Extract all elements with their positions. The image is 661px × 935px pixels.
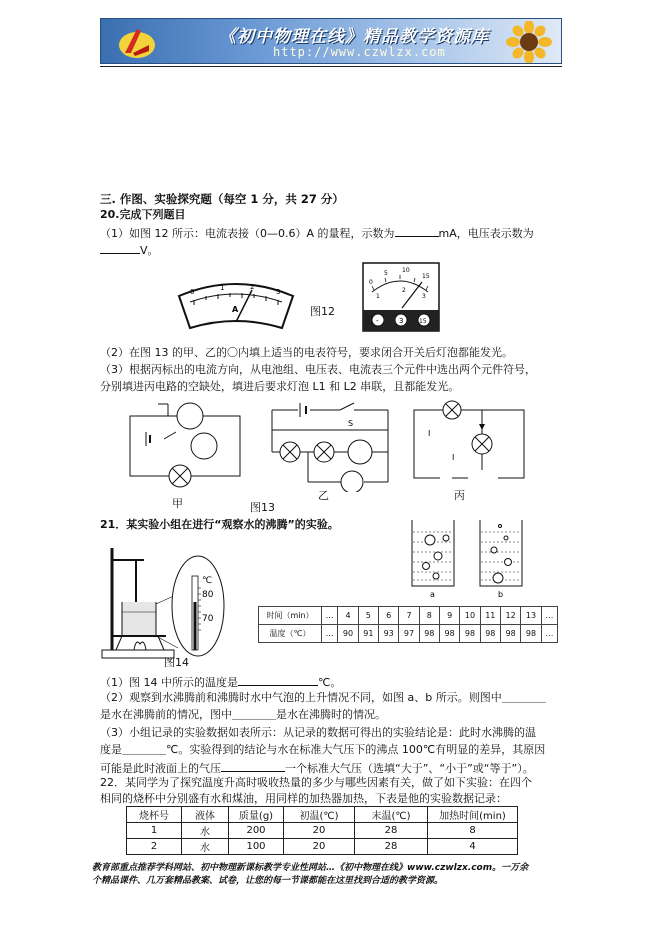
q21-part1 (100, 674, 341, 690)
q21-part3-line2: 度是＿＿＿＿℃。实验得到的结论与水在标准大气压下的沸点 100℃有明显的差异，其原因 (100, 743, 546, 756)
table-cell: 水 (182, 823, 229, 839)
table-cell: 28 (355, 823, 428, 839)
answer-blank[interactable] (238, 674, 318, 686)
header-url[interactable]: http://www.czwlzx.com (273, 45, 446, 59)
q20-part1-unit: mA，电压表示数为 (438, 227, 534, 240)
beaker-label-b: b (498, 590, 504, 598)
observation-table (258, 606, 558, 643)
table-cell: 200 (229, 823, 284, 839)
q20-part2: （2）在图 13 的甲、乙的〇内填上适当的电表符号，要求闭合开关后灯泡都能发光。 (100, 346, 513, 359)
footer-line1: 教育部重点推荐学科网站、初中物理新课标教学专业性网站…《初中物理在线》www.czwlzx.com。一万余 (92, 863, 529, 873)
thermometer-unit: ℃ (202, 576, 213, 586)
table-cell: … (541, 625, 557, 643)
table-cell: 4 (428, 839, 518, 855)
table-cell: … (541, 607, 557, 625)
table-cell: 90 (338, 625, 358, 643)
table-cell: 10 (460, 607, 480, 625)
fig12-label: 图12 (310, 305, 335, 318)
table-header: 烧杯号 (127, 807, 182, 823)
footer (92, 862, 572, 888)
table-header: 质量(g) (229, 807, 284, 823)
q20-part1-text: （1）如图 12 所示：电流表接（0—0.6）A 的量程，示数为 (100, 227, 395, 240)
section-title: 三. 作图、实验探究题（每空 1 分，共 27 分） (100, 192, 344, 206)
table-cell: 8 (419, 607, 439, 625)
circuit-jia (128, 400, 246, 488)
voltmeter-terminal-neg: - (376, 317, 379, 325)
table-cell: 11 (480, 607, 500, 625)
ammeter-tick-0: 0 (190, 288, 195, 296)
answer-blank[interactable] (221, 760, 285, 772)
ammeter-tick-1: 1 (220, 284, 225, 292)
table-cell: 98 (480, 625, 500, 643)
q22-data-table (126, 806, 518, 855)
circuit-bing (412, 400, 528, 488)
voltmeter-tick-15: 15 (422, 273, 430, 280)
table-cell: 91 (358, 625, 378, 643)
current-label-2: I (452, 453, 455, 462)
current-label-1: I (428, 429, 431, 438)
table-header: 液体 (182, 807, 229, 823)
table-cell: 98 (419, 625, 439, 643)
q21-part3-line3 (100, 760, 534, 776)
table-header-time: 时间（min） (259, 607, 322, 625)
q22-line1: 22．某同学为了探究温度升高时吸收热量的多少与哪些因素有关，做了如下实验：在四个 (100, 776, 532, 789)
table-cell: 4 (338, 607, 358, 625)
table-cell: 7 (399, 607, 419, 625)
circuit-label-yi: 乙 (318, 489, 329, 502)
voltmeter-tick-10: 10 (402, 267, 410, 274)
table-cell: 98 (460, 625, 480, 643)
q20-part3-line2: 分别填进丙电路的空缺处，填进后要求灯泡 L1 和 L2 串联，且都能发光。 (100, 380, 460, 393)
fig13-label: 图13 (250, 501, 275, 514)
table-header-temp: 温度（℃） (259, 625, 322, 643)
table-row (127, 823, 518, 839)
circuit-yi (268, 400, 392, 492)
ammeter-tick-2: 2 (250, 283, 255, 291)
q21-part3-option: 一个标准大气压（选填“大于”、“小于”或“等于”）。 (285, 762, 534, 775)
q21-part2-line2: 是水在沸腾前的情况，图中＿＿＿＿是水在沸腾时的情况。 (100, 708, 386, 721)
table-cell: 1 (127, 823, 182, 839)
voltmeter-inner-tick-1: 1 (376, 293, 380, 300)
answer-blank[interactable] (100, 242, 140, 254)
voltmeter-terminal-3: 3 (399, 317, 404, 325)
q21-part1-unit: ℃。 (318, 676, 342, 689)
sunflower-image (499, 21, 555, 63)
voltmeter-inner-tick-3: 3 (422, 293, 426, 300)
beakers-ab (408, 518, 538, 598)
q21-part2-line1: （2）观察到水沸腾前和沸腾时水中气泡的上升情况不同，如图 a、b 所示。则图中＿＿＿＿ (100, 691, 546, 704)
fig14-label: 图14 (164, 656, 189, 669)
ammeter-tick-3: 3 (276, 288, 281, 296)
q21-part3-text: 可能是此时液面上的气压 (100, 762, 221, 775)
table-cell: 6 (379, 607, 399, 625)
header-rule (100, 66, 562, 67)
table-cell: 水 (182, 839, 229, 855)
q21-part1-text: （1）图 14 中所示的温度是 (100, 676, 238, 689)
table-row (259, 607, 558, 625)
table-cell: 20 (284, 839, 355, 855)
table-row (259, 625, 558, 643)
table-cell: 97 (399, 625, 419, 643)
table-header: 初温(℃) (284, 807, 355, 823)
table-cell: 98 (439, 625, 459, 643)
table-row (127, 839, 518, 855)
site-logo (115, 23, 159, 61)
q20-part3-line1: （3）根据丙标出的电流方向，从电池组、电压表、电流表三个元件中选出两个元件符号， (100, 363, 536, 376)
q20-part1-unit2: V。 (140, 244, 159, 257)
table-cell: 28 (355, 839, 428, 855)
q21-part3-line1: （3）小组记录的实验数据如表所示：从记录的数据可得出的实验结论是：此时水沸腾的温 (100, 726, 536, 739)
ammeter-figure (176, 278, 296, 330)
header-banner (100, 18, 562, 64)
circuit-label-bing: 丙 (454, 489, 465, 502)
ammeter-letter: A (232, 305, 239, 314)
table-cell: … (322, 625, 338, 643)
table-cell: 98 (521, 625, 541, 643)
answer-blank[interactable] (395, 225, 439, 237)
table-cell: 20 (284, 823, 355, 839)
table-cell: … (322, 607, 338, 625)
voltmeter-tick-0: 0 (369, 279, 373, 286)
table-cell: 8 (428, 823, 518, 839)
table-cell: 98 (500, 625, 520, 643)
boiling-apparatus (100, 540, 250, 662)
table-cell: 2 (127, 839, 182, 855)
table-cell: 12 (500, 607, 520, 625)
voltmeter-tick-5: 5 (384, 270, 388, 277)
table-header: 加热时间(min) (428, 807, 518, 823)
table-cell: 13 (521, 607, 541, 625)
table-cell: 9 (439, 607, 459, 625)
q20-title: 20.完成下列题目 (100, 208, 186, 221)
footer-line2: 个精品课件、几万套精品教案、试卷，让您的每一节课都能在这里找到合适的教学资源。 (92, 876, 444, 886)
table-cell: 100 (229, 839, 284, 855)
header-title: 《初中物理在线》精品教学资源库 (219, 27, 489, 47)
q22-line2: 相同的烧杯中分别盛有水和煤油，用同样的加热器加热，下表是他的实验数据记录： (100, 792, 507, 805)
q21-title: 21．某实验小组在进行“观察水的沸腾”的实验。 (100, 518, 339, 531)
q20-part1-line2 (100, 242, 159, 258)
thermometer-tick-70: 70 (202, 614, 214, 624)
voltmeter-figure (362, 262, 440, 332)
table-row (127, 807, 518, 823)
table-cell: 5 (358, 607, 378, 625)
table-header: 末温(℃) (355, 807, 428, 823)
voltmeter-terminal-15: 15 (419, 318, 427, 325)
beaker-label-a: a (430, 590, 435, 598)
q20-part1-line1 (100, 225, 534, 241)
voltmeter-inner-tick-2: 2 (402, 287, 406, 294)
switch-label: S (348, 419, 354, 428)
table-cell: 93 (379, 625, 399, 643)
circuit-label-jia: 甲 (172, 497, 183, 510)
thermometer-tick-80: 80 (202, 590, 214, 600)
